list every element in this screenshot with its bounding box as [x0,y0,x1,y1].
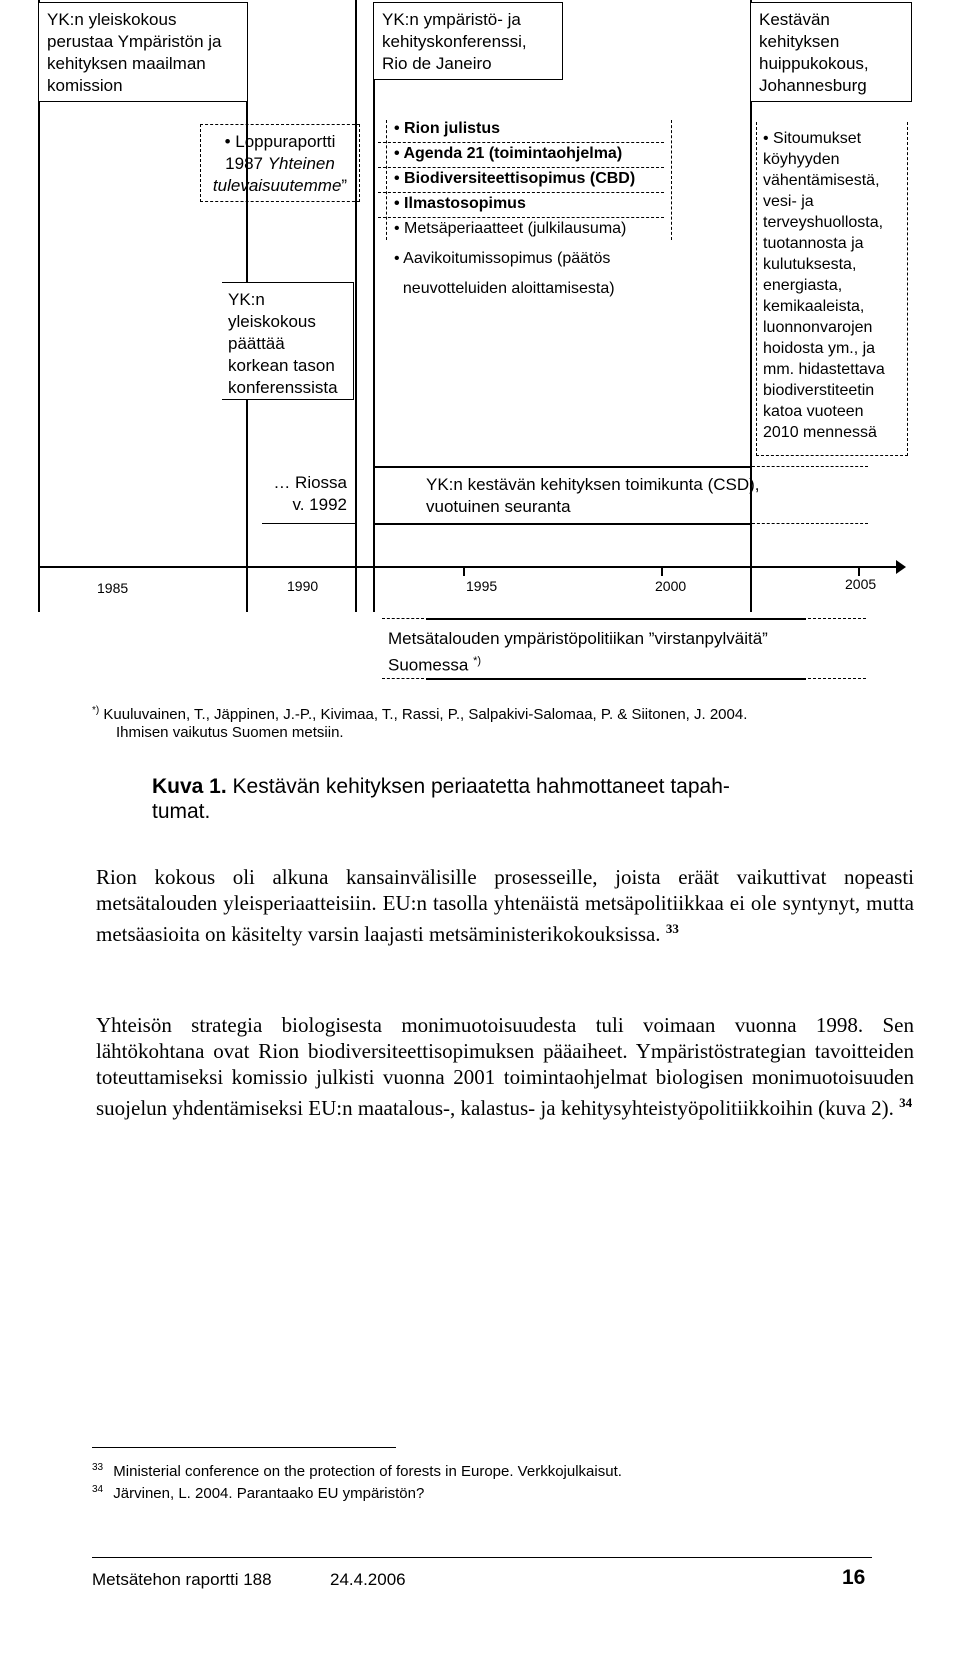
finland-dash-bottom-left [382,678,424,679]
commitments-text: Sitoumukset köyhyyden vähentämisestä, vesi- ja terveyshuollosta, tuotannosta ja kulutuksesta, energiasta, kemikaaleista, luonnonvarojen hoidosta ym., ja mm. hidastettava biodiverstiteetin katoa vuoteen 2010 mennessä [763,130,885,441]
csd-dash-top [752,466,868,467]
rio-item-bullet: • [394,195,405,212]
time-axis [38,566,900,568]
footnote-33-num: 33 [92,1462,104,1473]
rio-item-label: Rion julistus [404,120,501,137]
page-number: 16 [842,1566,866,1589]
report-prefix: Loppuraportti 1987 [225,132,336,173]
riossa-box [262,468,356,524]
finland-line2: Suomessa [388,655,469,675]
assembly-text: YK:n yleiskokous päättää korkean tason konferenssista [228,290,338,397]
paragraph-1-text: Rion kokous oli alkuna kansainvälisille prosesseille, joista eräät vaikuttivat nopeasti metsätalouden yleisperiaatteisiin. EU:n tasolla yhtenäistä metsäpolitiikkaa ei ole syntynyt, mutta metsäasioita on käsitelty varsin laajasti metsäministerikokouksissa. [96,865,914,946]
rio-item-label: Biodiversiteettisopimus (CBD) [404,170,636,187]
footnote-34-num: 34 [92,1484,104,1495]
rio-item [378,248,678,278]
tick-2000 [661,566,663,576]
report-title: Yhteinen tulevaisuutemme [212,154,342,195]
paragraph-1-ref: 33 [665,921,679,936]
year-1985: 1985 [97,580,129,596]
rio-item-bullet: • [394,220,405,237]
source-note-marker: *) [92,705,100,716]
rio-item-bullet [394,280,403,297]
rio-item-label: Aavikoitumissopimus (päätös [403,250,611,267]
finland-dash-bottom-right [808,678,866,679]
rio-item [378,278,678,308]
tick-1995 [463,566,465,576]
rio-item-bullet: • [394,120,405,137]
finland-dash-top-right [808,618,866,619]
footnote-34 [92,1484,424,1502]
rio-item-bullet: • [394,145,404,162]
rio-item-bullet: • [394,170,405,187]
paragraph-2-ref: 34 [899,1095,913,1110]
commission-box [38,2,248,102]
rio-item-label: Agenda 21 (toimintaohjelma) [403,145,623,162]
rio-dashed-frame [386,120,672,240]
rio-item-bullet: • [394,250,404,267]
riossa-text: … Riossa v. 1992 [273,473,347,514]
footnote-33 [92,1462,622,1480]
footnote-33-text: Ministerial conference on the protection of forests in Europe. Verkkojulkaisut. [113,1463,622,1480]
commitments-bullet: • [763,130,774,147]
rio-item-label: Ilmastosopimus [404,195,526,212]
footer-report: Metsätehon raportti 188 [92,1570,272,1589]
caption-label: Kuva 1. [152,775,227,798]
paragraph-2 [96,1012,914,1121]
finland-line-bottom [426,678,806,680]
report-box: • Loppuraportti 1987 Yhteinen tulevaisuutemme” [200,124,360,202]
finland-line-top [426,618,806,620]
johannesburg-box [750,2,912,102]
paragraph-1 [96,864,914,947]
finland-sup: *) [473,655,482,667]
year-1990: 1990 [287,578,319,594]
source-note [92,702,892,742]
johannesburg-text: Kestävän kehityksen huippukokous, Johannesburg [759,10,869,95]
year-2005: 2005 [845,576,877,592]
report-bullet: • [224,132,236,151]
csd-dash-bottom [752,523,868,524]
commission-text: YK:n yleiskokous perustaa Ympäristön ja kehityksen maailman komission [47,10,222,95]
caption-text-2: tumat. [152,800,211,823]
csd-label [426,474,766,518]
rio-conference-box [373,2,563,80]
year-2000: 2000 [655,578,687,594]
axis-arrow [896,560,906,574]
csd-line-top [373,466,751,468]
figure-caption [152,774,852,824]
commitments-box [756,122,908,456]
footer-date: 24.4.2006 [330,1570,406,1589]
stem-rio-left [373,80,375,612]
finland-line1: Metsätalouden ympäristöpolitiikan ”virstanpylväitä” [388,629,768,648]
rio-item-label: Metsäperiaatteet (julkilausuma) [404,220,627,237]
rio-items-list [378,118,678,308]
csd-line-bottom [373,523,751,525]
footer-rule [92,1557,872,1558]
finland-label [388,628,858,677]
source-note-line2: Ihmisen vaikutus Suomen metsiin. [116,724,344,741]
assembly-box [222,282,354,400]
year-1995: 1995 [466,578,498,594]
footnote-34-text: Järvinen, L. 2004. Parantaako EU ympäristön? [113,1485,425,1502]
footnote-separator [92,1447,396,1448]
finland-dash-top-left [382,618,424,619]
csd-text: YK:n kestävän kehityksen toimikunta (CSD), vuotuinen seuranta [426,475,760,516]
paragraph-2-text: Yhteisön strategia biologisesta monimuotoisuudesta tuli voimaan vuonna 1998. Sen lähtökohtana ovat Rion biodiversiteettisopimuksen pääaiheet. Ympäristöstrategian tavoitteiden toteuttamiseksi komissio julkisti vuonna 2001 toimintaohjelmat biologisen monimuotoisuuden suojelun yhdentämiseksi EU:n maatalous-, kalastus- ja kehitysyhteistyöpolitiikkoihin (kuva 2). [96,1013,914,1120]
source-note-line1: Kuuluvainen, T., Jäppinen, J.-P., Kivimaa, T., Rassi, P., Salpakivi-Salomaa, P. & Siitonen, J. 2004. [103,706,748,723]
caption-text: Kestävän kehityksen periaatetta hahmottaneet tapah- [226,775,730,798]
tick-2005 [858,566,860,576]
rio-item-label: neuvotteluiden aloittamisesta) [402,280,615,297]
rio-conference-text: YK:n ympäristö- ja kehityskonferenssi, Rio de Janeiro [382,10,527,73]
